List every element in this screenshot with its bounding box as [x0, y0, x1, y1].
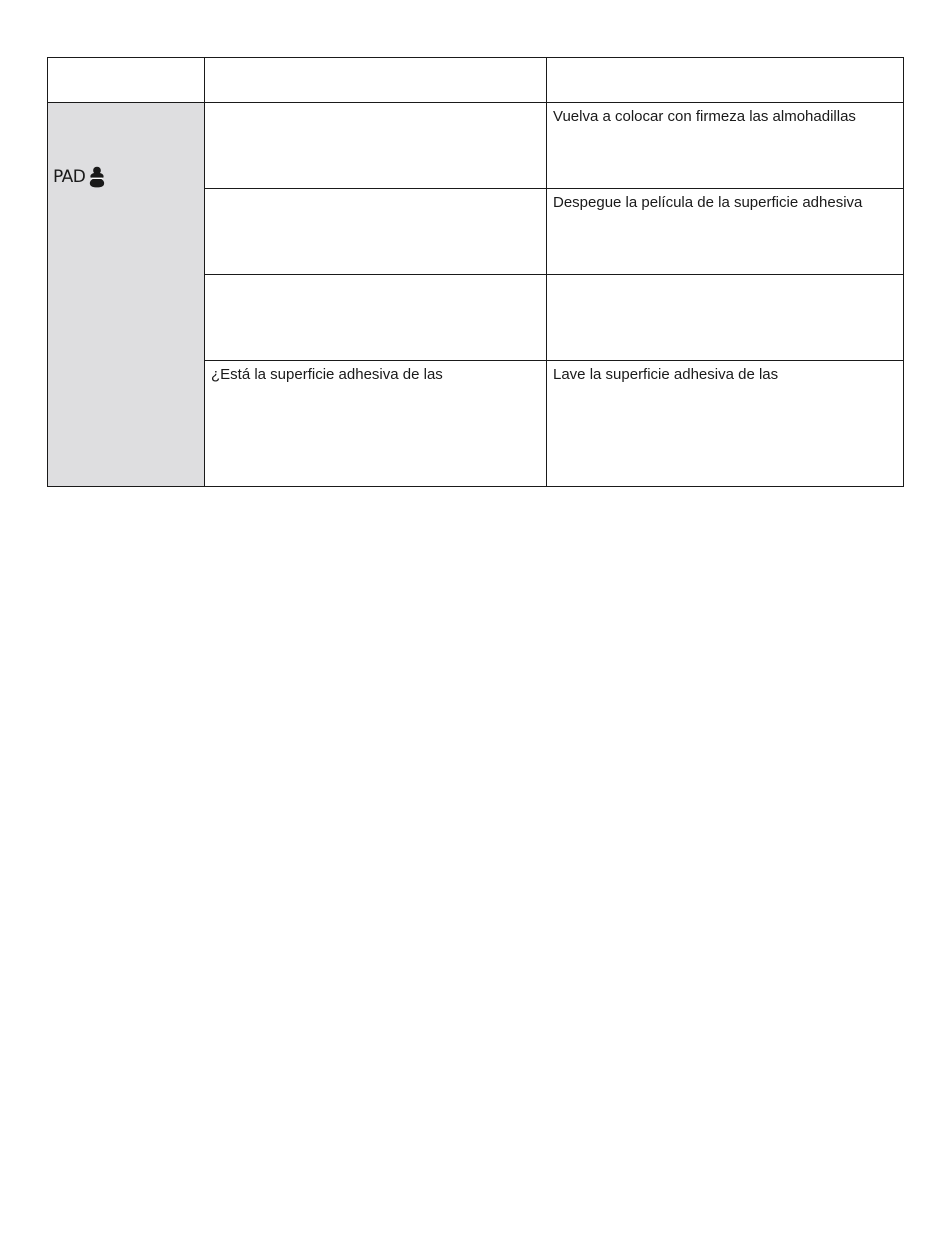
table-row: [48, 103, 904, 189]
solution-cell: [547, 275, 904, 361]
troubleshooting-table: [47, 57, 904, 487]
solution-cell: Vuelva a colocar con firmeza las almohadillas: [547, 103, 904, 189]
header-cell-indicator: [48, 58, 205, 103]
question-cell: [205, 189, 547, 275]
question-cell: [205, 275, 547, 361]
solution-cell: Lave la superficie adhesiva de las: [547, 361, 904, 487]
solution-cell: Despegue la película de la superficie adhesiva: [547, 189, 904, 275]
pad-label: PAD: [53, 167, 86, 187]
indicator-cell: [48, 103, 205, 487]
header-cell-question: [205, 58, 547, 103]
table-header-row: [48, 58, 904, 103]
question-cell: ¿Está la superficie adhesiva de las: [205, 361, 547, 487]
pad-indicator: [53, 166, 106, 188]
question-cell: [205, 103, 547, 189]
body-pad-icon: [88, 166, 106, 188]
header-cell-solution: [547, 58, 904, 103]
